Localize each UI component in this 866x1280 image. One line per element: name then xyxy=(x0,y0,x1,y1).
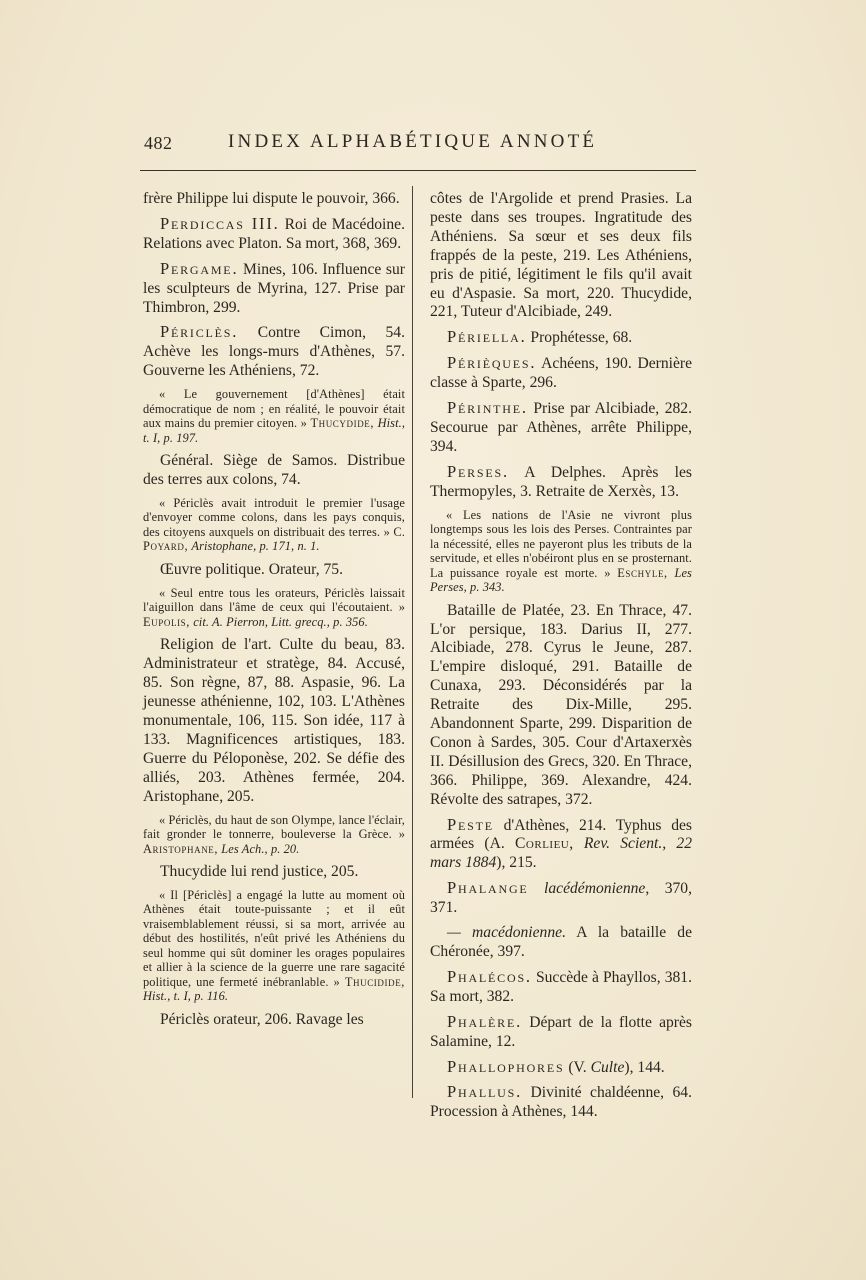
entry-text: , 370, 371. xyxy=(430,880,692,917)
entry-heading: Peste xyxy=(447,814,494,834)
index-entry-perinthe xyxy=(430,399,692,457)
entry-text: ), 215. xyxy=(496,854,537,872)
index-entry: Religion de l'art. Culte du beau, 83. Administrateur et stratège, 84. Accusé, 85. Son règne, 87, 88. Aspasie, 96. La jeunesse athénienne, 102, 103. L'Athènes monumentale, 106, 115. Son idée, 117 à 133. Magnificences artistiques, 183. Guerre du Péloponèse, 202. Se défie des alliés, 203. Athènes fermée, 204. Aristophane, 205. xyxy=(143,636,405,805)
entry-text: A la bataille de Chéronée, 397. xyxy=(430,924,692,960)
quote-author: Poyard, xyxy=(143,539,189,554)
quote-text: « Les nations de l'Asie ne vivront plus longtemps sous les lois des Perses. Contraintes par la nécessité, elles ne payeront plus les tributs de la servitude, et elles n'obéiront plus en se prosternant. La puissance royale est morte. » xyxy=(430,507,692,580)
entry-text: Prise par Alcibiade, 282. Secourue par Athènes, arrête Philippe, 394. xyxy=(430,400,692,455)
index-entry-periella xyxy=(430,328,692,348)
quotation xyxy=(143,387,405,445)
page-number: 482 xyxy=(144,133,173,153)
index-entry-phalere xyxy=(430,1013,692,1052)
index-entry: côtes de l'Argolide et prend Prasies. La peste dans ses troupes. Ingratitude des Athéniens. Sa sœur et ses deux fils frappés de la peste, 219. Les Athéniens, pris de pitié, légitiment le fils qu'il avait eu d'Aspasie. Sa mort, 220. Thucydide, 221, Tuteur d'Alcibiade, 249. xyxy=(430,190,692,321)
entry-text: Prophétesse, 68. xyxy=(530,329,633,347)
entry-text: Mines, 106. Influence sur les sculpteurs de Myrina, 127. Prise par Thimbron, 299. xyxy=(143,260,405,316)
column-divider xyxy=(412,186,413,1098)
page-header xyxy=(140,130,696,162)
index-entry-phallus xyxy=(430,1083,692,1122)
index-entry-phallophores xyxy=(430,1058,692,1078)
entry-text: Départ de la flotte après Salamine, 12. xyxy=(430,1013,692,1050)
header-rule xyxy=(140,170,696,171)
entry-italic: — macédonienne. xyxy=(447,924,566,942)
entry-heading: Phalange xyxy=(447,878,529,898)
quote-reference: Hist., t. I, p. 116. xyxy=(143,989,229,1004)
entry-heading: Phalère. xyxy=(447,1011,523,1031)
entry-heading: Phallus. xyxy=(447,1082,523,1102)
entry-italic: Culte xyxy=(590,1058,625,1076)
quotation xyxy=(143,813,405,857)
entry-text: Succède à Phayllos, 381. Sa mort, 382. xyxy=(430,968,692,1005)
entry-text: Contre Cimon, 54. Achève les longs-murs d'Athènes, 57. Gouverne les Athéniens, 72. xyxy=(143,324,405,380)
quote-author: Thucidide, xyxy=(344,974,405,989)
quotation xyxy=(143,888,405,1004)
quote-author: Aristophane, xyxy=(143,841,219,856)
quote-text: « Seul entre tous les orateurs, Périclès laissait l'aiguillon dans l'âme de ceux qui l'écoutaient. » xyxy=(143,585,405,615)
quote-reference: cit. A. Pierron, Litt. grecq., p. 356. xyxy=(193,614,368,629)
entry-heading: Perdiccas III. xyxy=(160,213,280,233)
entry-italic: lacédémonienne xyxy=(544,880,646,898)
quotation xyxy=(430,508,692,595)
cited-author: Corlieu, xyxy=(515,835,574,853)
quote-text: « Périclès avait introduit le premier l'usage d'envoyer comme colons, dans les pays conquis, des citoyens auxquels on distribuait des terres. » C. xyxy=(143,495,405,539)
entry-text: ), 144. xyxy=(624,1058,665,1076)
quotation xyxy=(143,586,405,630)
entry-text: Achéens, 190. Dernière classe à Sparte, 296. xyxy=(430,355,692,392)
quote-reference: Les Ach., p. 20. xyxy=(221,841,300,856)
right-column xyxy=(430,190,692,1128)
quotation xyxy=(143,496,405,554)
index-entry-perieques xyxy=(430,354,692,393)
index-entry-phalecos xyxy=(430,968,692,1007)
index-entry: Thucydide lui rend justice, 205. xyxy=(160,863,359,881)
entry-text: (V. xyxy=(568,1058,587,1076)
entry-heading: Périclès. xyxy=(160,322,239,342)
quote-reference: Hist., t. I, p. 197. xyxy=(143,416,406,445)
entry-text: Roi de Macédoine. Relations avec Platon. Sa mort, 368, 369. xyxy=(143,215,405,252)
entry-heading: Phalécos. xyxy=(447,966,532,986)
index-entry-peste xyxy=(430,816,692,874)
entry-text: A Delphes. Après les Thermopyles, 3. Retraite de Xerxès, 13. xyxy=(430,463,693,500)
index-entry-perdiccas xyxy=(143,215,405,254)
index-subentry xyxy=(430,924,692,962)
entry-heading: Périella. xyxy=(447,327,527,347)
quote-author: Eschyle, xyxy=(617,565,668,580)
index-entry-phalange xyxy=(430,879,692,918)
quote-text: « Le gouvernement [d'Athènes] était démocratique de nom ; en réalité, le pouvoir était aux mains du premier citoyen. » xyxy=(143,387,405,431)
entry-heading: Périèques. xyxy=(447,353,537,373)
cited-reference: Rev. Scient., 22 mars 1884 xyxy=(430,835,692,872)
index-entry-perses xyxy=(430,463,692,502)
entry-text: d'Athènes, 214. Typhus des armées (A. xyxy=(430,816,692,853)
entry-heading: Perses. xyxy=(447,461,509,481)
quote-text: « Il [Périclès] a engagé la lutte au moment où Athènes était toute-puissante ; et il eût vraisemblablement réussi, si sa mort, arrivée au début des hostilités, n'eût privé les Athéniens du seul homme qui sût dominer les orages populaires et allier à la science de la guerre une rare sagacité politique, une fermeté inébranlable. » xyxy=(143,887,405,989)
index-entry: Général. Siège de Samos. Distribue des terres aux colons, 74. xyxy=(143,452,405,489)
index-entry: Œuvre politique. Orateur, 75. xyxy=(160,560,343,578)
index-entry-pericles xyxy=(143,323,405,381)
entry-heading: Phallophores xyxy=(447,1056,565,1076)
index-entry: Périclès orateur, 206. Ravage les xyxy=(160,1010,364,1028)
quote-author: Eupolis, xyxy=(143,614,190,629)
quote-reference: Aristophane, p. 171, n. 1. xyxy=(191,539,320,554)
index-entry: Bataille de Platée, 23. En Thrace, 47. L'or persique, 183. Darius II, 277. Alcibiade, 278. Cyrus le Jeune, 287. L'empire disloqué, 291. Bataille de Cunaxa, 293. Déconsidérés par la Retraite des Dix-Mille, 295. Abandonnent Sparte, 299. Disparition de Conon à Sardes, 305. Cour d'Artaxerxès II. Désillusion des Grecs, 320. En Thrace, 366. Philippe, 369. Alexandre, 424. Révolte des satrapes, 372. xyxy=(430,601,692,808)
quote-reference: Les Perses, p. 343. xyxy=(430,565,692,595)
left-column xyxy=(143,190,405,1036)
index-entry: frère Philippe lui dispute le pouvoir, 366. xyxy=(143,190,400,207)
entry-heading: Périnthe. xyxy=(447,398,528,418)
quote-text: « Périclès, du haut de son Olympe, lance l'éclair, fait gronder le tonnerre, bouleverse la Grèce. » xyxy=(143,812,405,842)
running-title: INDEX ALPHABÉTIQUE ANNOTÉ xyxy=(228,131,598,152)
index-entry-pergame xyxy=(143,260,405,318)
quote-author: Thucydide, xyxy=(310,416,375,431)
entry-text: Divinité chaldéenne, 64. Procession à Athènes, 144. xyxy=(430,1084,693,1121)
entry-heading: Pergame. xyxy=(160,258,239,278)
